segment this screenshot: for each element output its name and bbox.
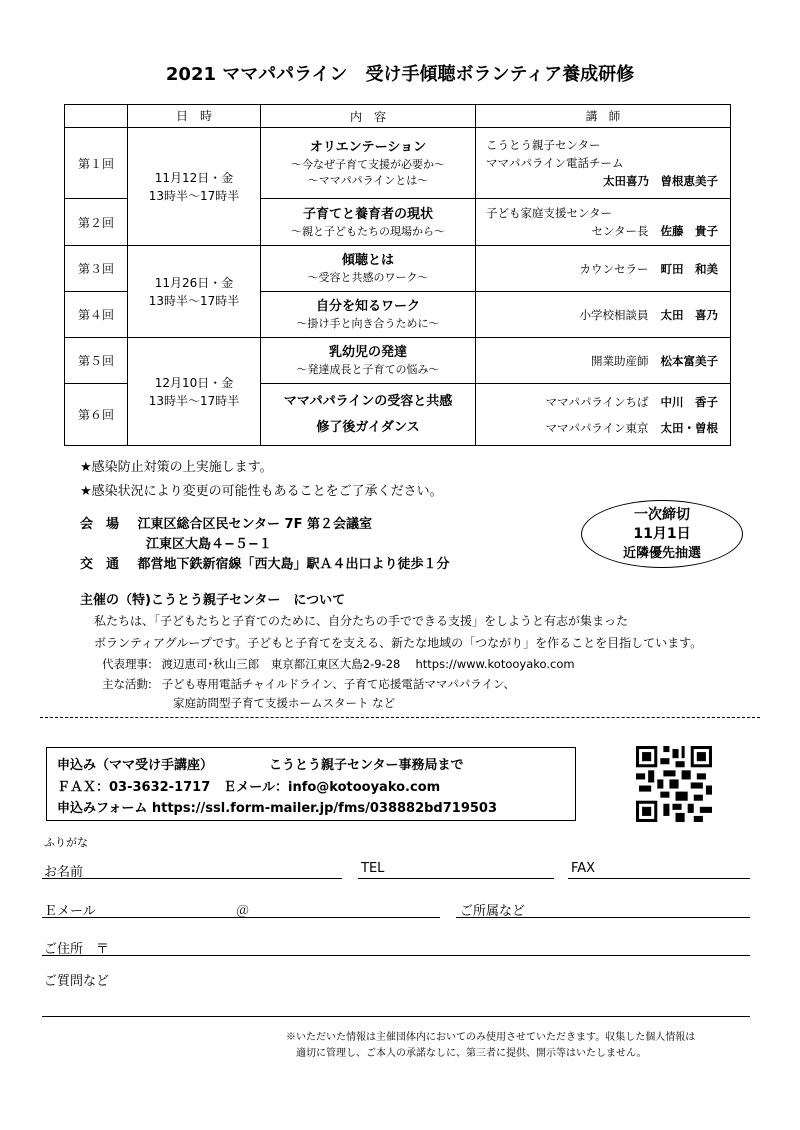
lecturer-role: ママパパラインちば	[545, 394, 649, 409]
access-info	[80, 553, 450, 572]
session-datetime	[128, 128, 261, 246]
lecturer-role: カウンセラー	[579, 261, 649, 276]
activities-info	[102, 676, 515, 692]
deadline-note: 近隣優先抽選	[622, 546, 701, 561]
questions-field[interactable]	[42, 1016, 750, 1017]
header-content: 内 容	[261, 105, 476, 128]
rep-label: 代表理事:	[102, 657, 152, 671]
session-lecturer	[476, 128, 731, 199]
address-label: ご住所 〒	[44, 942, 110, 957]
session-time: 13時半〜17時半	[148, 293, 240, 308]
session-title: 修了後ガイダンス	[316, 419, 420, 435]
name-label: お名前	[44, 865, 84, 880]
session-title: 自分を知るワーク	[315, 299, 420, 314]
session-number: 第５回	[65, 338, 128, 384]
table-row	[65, 128, 731, 199]
address-field[interactable]	[42, 955, 750, 956]
name-field[interactable]	[42, 878, 342, 879]
session-title: 傾聴とは	[341, 253, 394, 268]
lecturer-role: センター長	[591, 224, 649, 238]
lecturer-name: 町田 和美	[660, 261, 718, 276]
session-number: 第３回	[65, 246, 128, 292]
cut-line	[40, 717, 760, 718]
email-label: Ｅメール	[44, 904, 96, 919]
apply-form-link: 申込みフォーム https://ssl.form-mailer.jp/fms/038882bd719503	[57, 801, 498, 816]
venue-label: 会 場	[80, 517, 120, 532]
table-row	[65, 246, 731, 292]
session-title: 子育てと養育者の現状	[302, 206, 433, 222]
activities-label: 主な活動:	[102, 677, 152, 691]
session-content	[261, 199, 476, 246]
session-number: 第４回	[65, 292, 128, 338]
email-field[interactable]	[42, 917, 440, 918]
table-header-row	[65, 105, 731, 128]
tel-field[interactable]	[358, 878, 554, 879]
about-title: 主催の（特)こうとう親子センター について	[80, 593, 346, 608]
session-number: 第６回	[65, 384, 128, 446]
session-lecturer	[476, 338, 731, 384]
session-subtitle: 〜受容と共感のワーク〜	[307, 271, 429, 284]
session-date: 11月26日・金	[154, 275, 234, 290]
session-number: 第１回	[65, 128, 128, 199]
header-session	[65, 105, 128, 128]
session-date: 12月10日・金	[154, 375, 234, 390]
session-content	[261, 292, 476, 338]
header-lecturer: 講 師	[476, 105, 731, 128]
access-text: 都営地下鉄新宿線「西大島」駅Ａ４出口より徒歩１分	[137, 557, 450, 572]
deadline-badge	[581, 500, 743, 568]
session-lecturer	[476, 292, 731, 338]
tel-label: TEL	[361, 861, 385, 876]
session-lecturer	[476, 384, 731, 446]
session-title: オリエンテーション	[309, 139, 427, 155]
session-datetime	[128, 338, 261, 446]
fax-label: FAX	[571, 861, 596, 876]
deadline-label: 一次締切	[634, 507, 690, 523]
fax-field[interactable]	[568, 878, 750, 879]
session-title: ママパパラインの受容と共感	[283, 393, 453, 409]
session-time: 13時半〜17時半	[148, 188, 240, 203]
apply-contact: ＦＡＸ：03-3632-1717 Ｅメール：info@kotooyako.com	[57, 780, 441, 795]
session-number: 第２回	[65, 199, 128, 246]
lecturer-org: ママパパライン電話チーム	[486, 156, 624, 170]
affiliation-field[interactable]	[456, 917, 750, 918]
notice-text: ★感染防止対策の上実施します。	[80, 460, 273, 475]
session-subtitle: 〜ママパパラインとは〜	[307, 173, 429, 187]
session-subtitle: 〜発達成長と子育ての悩み〜	[296, 363, 440, 376]
session-subtitle: 〜掛け手と向き合うために〜	[296, 317, 440, 330]
privacy-note: ※いただいた情報は主催団体内においてのみ使用させていただきます。収集した個人情報は	[286, 1032, 696, 1043]
lecturer-org: こうとう親子センター	[486, 138, 601, 152]
deadline-date: 11月1日	[633, 526, 691, 542]
activities-text: 子ども専用電話チャイルドライン、子育て応援電話ママパパライン、	[161, 677, 516, 691]
activities-text: 家庭訪問型子育て支援ホームスタート など	[173, 696, 396, 710]
session-lecturer	[476, 199, 731, 246]
lecturer-role: 小学校相談員	[579, 307, 649, 322]
session-subtitle: 〜今なぜ子育て支援が必要か〜	[291, 157, 445, 171]
lecturer-role: 開業助産師	[591, 353, 649, 368]
rep-text: 渡辺恵司･秋山三郎 東京都江東区大島2-9-28 https://www.kotooyako.com	[161, 657, 575, 671]
session-content	[261, 384, 476, 446]
lecturer-name: 中川 香子	[660, 394, 718, 409]
session-content	[261, 246, 476, 292]
furigana-label: ふりがな	[44, 836, 88, 849]
privacy-note: 適切に管理し、ご本人の承諾なしに、第三者に提供、開示等はいたしません。	[296, 1048, 647, 1059]
representative-info	[102, 656, 575, 672]
apply-heading: 申込み（ママ受け手講座）	[57, 758, 214, 773]
access-label: 交 通	[80, 557, 120, 572]
lecturer-org: 子ども家庭支援センター	[486, 206, 613, 220]
application-box	[46, 747, 576, 821]
affiliation-label: ご所属など	[460, 904, 526, 919]
session-title: 乳幼児の発達	[328, 345, 407, 360]
qr-code-icon[interactable]	[636, 746, 712, 822]
about-text: ボランティアグループです。子どもと子育てを支える、新たな地域の「つながり」を作ることを目指しています。	[94, 636, 703, 650]
session-date: 11月12日・金	[154, 170, 234, 185]
table-row	[65, 338, 731, 384]
schedule-table	[64, 104, 731, 446]
lecturer-role: ママパパライン東京	[545, 420, 649, 435]
venue-info	[80, 513, 372, 532]
lecturer-name: 太田・曽根	[660, 420, 718, 435]
session-lecturer	[476, 246, 731, 292]
notice-text: ★感染状況により変更の可能性もあることをご了承ください。	[80, 484, 443, 499]
questions-label: ご質問など	[44, 974, 110, 989]
about-text: 私たちは、「子どもたちと子育てのために、自分たちの手でできる支援」をしようと有志が集まった	[94, 614, 629, 628]
session-content	[261, 338, 476, 384]
lecturer-name: 松本富美子	[660, 353, 718, 368]
page-title: 2021 ママパパライン 受け手傾聴ボランティア養成研修	[165, 64, 635, 85]
apply-destination: こうとう親子センター事務局まで	[269, 758, 464, 773]
session-subtitle: 〜親と子どもたちの現場から〜	[291, 224, 445, 238]
venue-address: 江東区大島４−５−１	[146, 537, 272, 552]
venue-name: 江東区総合区民センター 7F 第２会議室	[137, 517, 373, 532]
session-content	[261, 128, 476, 199]
lecturer-name: 太田喜乃 曽根恵美子	[603, 174, 718, 188]
session-datetime	[128, 246, 261, 338]
session-time: 13時半〜17時半	[148, 393, 240, 408]
lecturer-name: 太田 喜乃	[660, 307, 718, 322]
lecturer-name: 佐藤 貴子	[660, 224, 718, 238]
header-datetime: 日 時	[128, 105, 261, 128]
at-sign: ＠	[236, 904, 250, 919]
